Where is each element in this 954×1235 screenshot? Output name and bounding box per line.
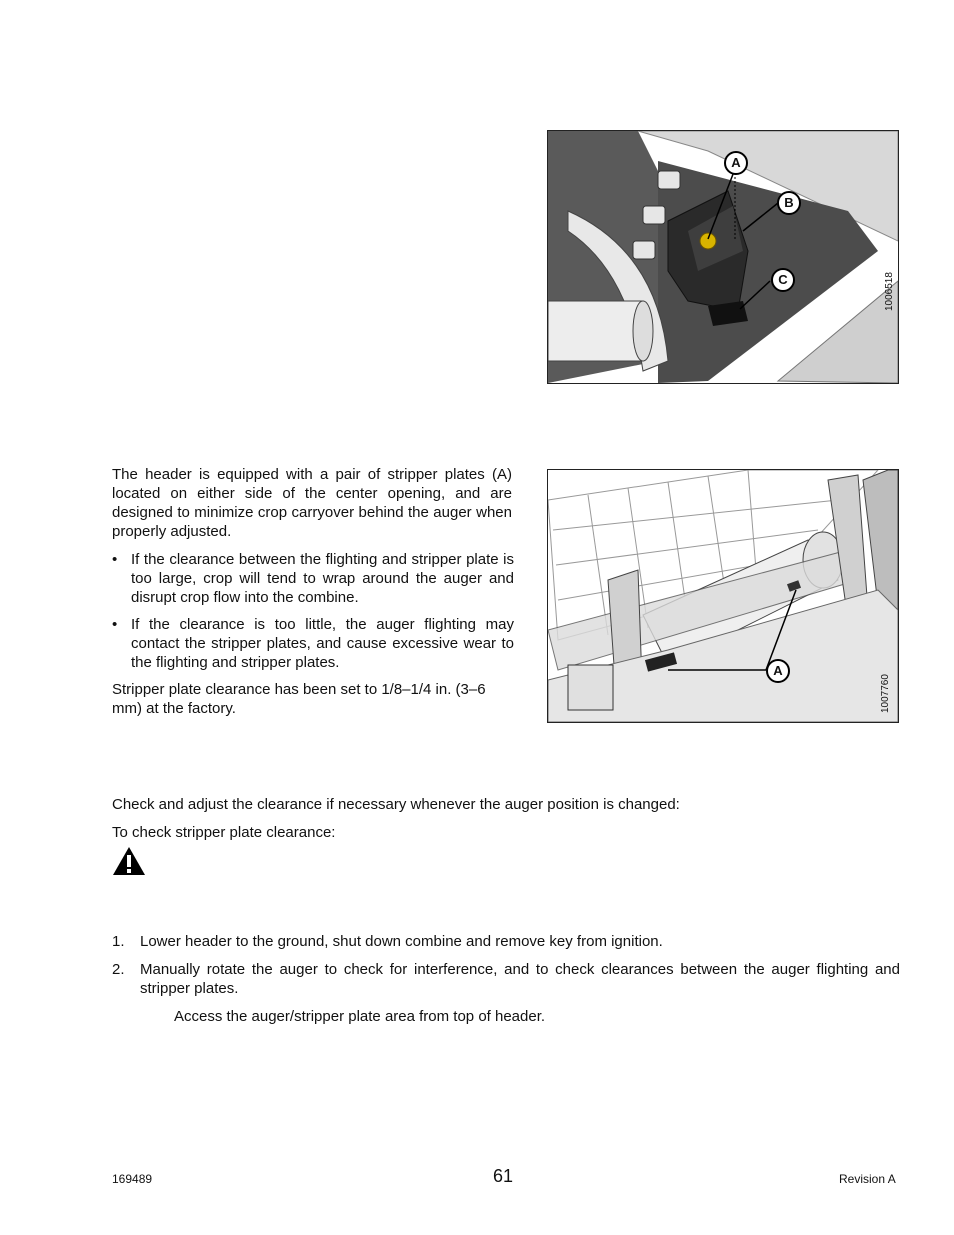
step-text: Lower header to the ground, shut down combine and remove key from ignition.: [140, 933, 663, 950]
warning-triangle-icon: [112, 846, 146, 876]
bullet-text: If the clearance between the flighting and stripper plate is too large, crop will tend to wrap around the auger and disrupt crop flow into the combine.: [131, 551, 514, 606]
bullet-dot: •: [112, 551, 118, 568]
to-check-heading: To check stripper plate clearance:: [112, 824, 336, 841]
bullet-item: [112, 550, 514, 607]
figure-id-label: 1006518: [884, 272, 895, 311]
step-text: Manually rotate the auger to check for interference, and to check clearances between the auger flighting and stripper plates.: [140, 961, 900, 997]
page-number: 61: [493, 1166, 514, 1186]
check-note: Check and adjust the clearance if necessary whenever the auger position is changed:: [112, 796, 680, 813]
callout-b: B: [777, 191, 801, 215]
bullet-text: If the clearance is too little, the auger flighting may contact the stripper plates, and cause excessive wear to the flighting and stripper plates.: [131, 616, 514, 671]
step-note: Access the auger/stripper plate area from top of header.: [174, 1008, 546, 1025]
intro-paragraph: The header is equipped with a pair of stripper plates (A) located on either side of the center opening, and are designed to minimize crop carryover behind the auger when properly adjusted.: [112, 466, 512, 540]
revision-label: Revision A: [839, 1172, 896, 1186]
figure-stripper-plate-bracket: [547, 130, 899, 384]
step-number: 1.: [112, 933, 125, 950]
auger-illustration: [548, 470, 898, 722]
document-number: 169489: [112, 1172, 153, 1186]
callout-c: C: [771, 268, 795, 292]
step-number: 2.: [112, 961, 125, 978]
callout-a: A: [766, 659, 790, 683]
bullet-dot: •: [112, 616, 118, 633]
bullet-item: [112, 615, 514, 672]
callout-a: A: [724, 151, 748, 175]
bracket-illustration: [548, 131, 898, 383]
factory-setting-paragraph: Stripper plate clearance has been set to 1/8–1/4 in. (3–6 mm) at the factory.: [112, 681, 486, 717]
figure-auger-stripper-plates: [547, 469, 899, 723]
figure-id-label: 1007760: [880, 674, 891, 713]
